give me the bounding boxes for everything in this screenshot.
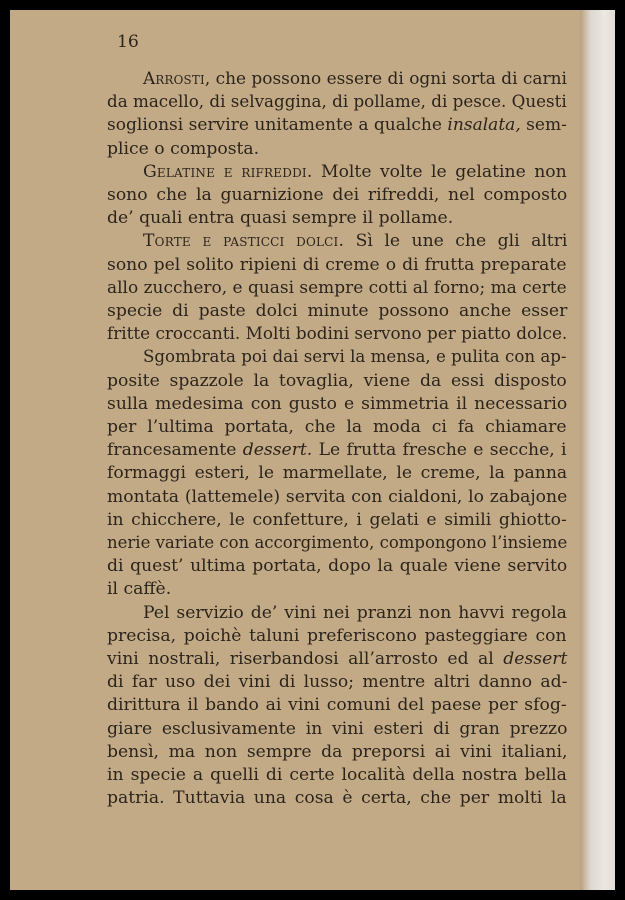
text-run: vini nostrali, riserbandosi all’arrosto ed al <box>107 649 504 669</box>
text-run: di quest’ ultima portata, dopo la quale viene servito <box>107 556 568 577</box>
text-run: de’ quali entra quasi sempre il pollame. <box>107 208 454 229</box>
text-run: allo zucchero, e quasi sempre cotti al forno; ma certe <box>107 277 567 298</box>
page-number: 16 <box>117 32 139 52</box>
text-run: Molte volte le gelatine non <box>312 161 567 182</box>
text-line <box>143 602 567 625</box>
text-line <box>143 161 567 184</box>
text-run: in chicchere, le confetture, i gelati e simili ghiotto- <box>107 509 567 530</box>
italic-term: insalata, <box>447 115 521 136</box>
text-line <box>107 207 453 230</box>
text-run: plice o composta. <box>107 138 260 159</box>
text-line <box>107 532 567 555</box>
italic-term: dessert <box>503 649 568 669</box>
text-line <box>107 462 567 485</box>
text-run: precisa, poichè taluni preferiscono pasteggiare con <box>107 625 567 646</box>
text-run: montata (lattemele) servita con cialdoni, lo zabajone <box>107 486 568 507</box>
text-run: patria. Tuttavia una cosa è certa, che per molti la <box>107 788 567 809</box>
page-edge <box>580 10 615 890</box>
text-run: dirittura il bando ai vini comuni del paese per sfog- <box>107 695 567 716</box>
text-line <box>107 694 567 717</box>
text-run: soglionsi servire unitamente a qualche <box>107 115 448 136</box>
text-line <box>107 578 171 601</box>
text-run: , che possono essere di ogni sorta di carni <box>204 69 567 89</box>
text-run: specie di paste dolci minute possono anche esser <box>107 301 568 321</box>
book-page <box>10 10 580 890</box>
text-run: Pel servizio de’ vini nei pranzi non havvi regola <box>143 602 567 623</box>
scanned-page-frame <box>10 10 615 890</box>
text-line <box>143 230 567 253</box>
text-line <box>107 555 567 578</box>
section-heading: Torte e pasticci dolci. <box>143 231 345 252</box>
text-run: posite spazzole la tovaglia, viene da essi disposto <box>107 370 567 391</box>
text-run: in specie a quelli di certe località della nostra bella <box>107 765 567 785</box>
text-line <box>107 323 567 346</box>
text-run: giare esclusivamente in vini esteri di gran prezzo <box>107 718 568 739</box>
text-run: per l’ultima portata, che la moda ci fa chiamare <box>107 417 567 437</box>
text-line <box>143 346 567 369</box>
text-line <box>107 184 567 207</box>
section-heading: Gelatine e rifreddi. <box>143 161 313 182</box>
text-line <box>107 625 567 648</box>
text-line <box>107 509 567 532</box>
text-run: sono che la guarnizione dei rifreddi, nel composto <box>107 185 568 205</box>
text-line <box>107 787 567 810</box>
text-line <box>107 718 567 741</box>
text-line <box>143 68 567 91</box>
text-line <box>107 393 567 416</box>
text-run: formaggi esteri, le marmellate, le creme, la panna <box>107 463 568 484</box>
text-run: sem- <box>520 115 567 136</box>
text-run: nerie variate con accorgimento, compongono l’insieme <box>107 533 568 553</box>
text-line <box>107 254 567 277</box>
text-line <box>107 300 567 323</box>
text-run: sono pel solito ripieni di creme o di frutta preparate <box>107 254 567 275</box>
text-run: da macello, di selvaggina, di pollame, di pesce. Questi <box>107 92 567 113</box>
text-line <box>107 439 567 462</box>
italic-term: dessert. <box>242 440 313 461</box>
text-line <box>107 277 567 300</box>
text-run: francesamente <box>107 440 243 461</box>
text-line <box>107 114 567 137</box>
text-run: sulla medesima con gusto e simmetria il necessario <box>107 393 568 414</box>
text-line <box>107 91 567 114</box>
text-run: Sì le une che gli altri <box>344 231 568 252</box>
text-run: di far uso dei vini di lusso; mentre altri danno ad- <box>107 672 568 693</box>
text-run: fritte croccanti. Molti bodini servono per piatto dolce. <box>107 324 568 345</box>
text-line <box>107 764 567 787</box>
text-run: bensì, ma non sempre da preporsi ai vini italiani, <box>107 741 568 762</box>
text-line <box>107 741 567 764</box>
text-line <box>107 648 567 671</box>
section-heading: Arrosti <box>143 69 205 89</box>
text-line <box>107 370 567 393</box>
text-line <box>107 138 259 161</box>
text-line <box>107 416 567 439</box>
text-line <box>107 671 567 694</box>
text-run: Le frutta fresche e secche, i <box>312 440 567 461</box>
text-run: il caffè. <box>107 579 172 600</box>
text-line <box>107 486 567 509</box>
text-run: Sgombrata poi dai servi la mensa, e pulita con ap- <box>143 347 567 368</box>
